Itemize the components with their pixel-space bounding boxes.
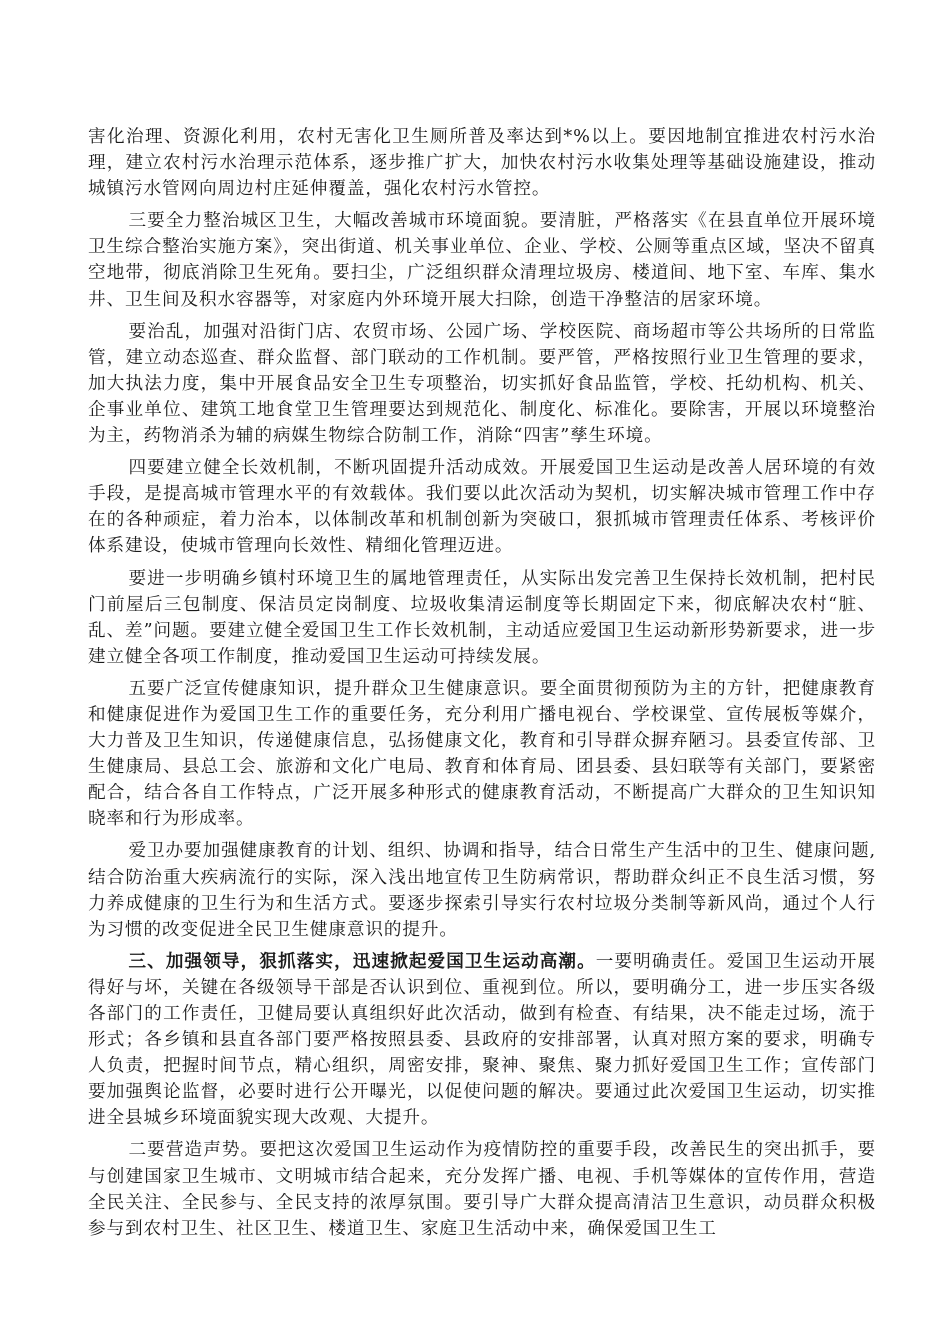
paragraph-3	[88, 455, 876, 559]
paragraph-text: 要治乱，加强对沿街门店、农贸市场、公园广场、学校医院、商场超市等公共场所的日常监管，建立动态巡查、群众监督、部门联动的工作机制。要严管，严格按照行业卫生管理的要求，加大执法力度，集中开展食品安全卫生专项整治，切实抓好食品监管，学校、托幼机构、机关、企事业单位、建筑工地食堂卫生管理要达到规范化、制度化、标准化。要除害，开展以环境整治为主，药物消杀为辅的病媒生物综合防制工作，消除“四害”孳生环境。	[88, 321, 876, 447]
paragraph-8	[88, 1137, 876, 1241]
paragraph-1	[88, 208, 876, 312]
paragraph-text: 一要明确责任。爱国卫生运动开展得好与坏，关键在各级领导干部是否认识到位、重视到位。所以，要明确分工，进一步压实各级各部门的工作责任，卫健局要认真组织好此次活动，做到有检查、有结果，决不能走过场，流于形式；各乡镇和县直各部门要严格按照县委、县政府的安排部署，认真对照方案的要求，明确专人负责，把握时间节点，精心组织，周密安排，聚神、聚焦、聚力抓好爱国卫生工作；宣传部门要加强舆论监督，必要时进行公开曝光，以促使问题的解决。要通过此次爱国卫生运动，切实推进全县城乡环境面貌实现大改观、大提升。	[88, 951, 876, 1129]
paragraph-text: 害化治理、资源化利用，农村无害化卫生厕所普及率达到*%以上。要因地制宜推进农村污水治理，建立农村污水治理示范体系，逐步推广扩大，加快农村污水收集处理等基础设施建设，推动城镇污水管网向周边村庄延伸覆盖，强化农村污水管控。	[88, 127, 876, 200]
paragraph-text: 要进一步明确乡镇村环境卫生的属地管理责任，从实际出发完善卫生保持长效机制，把村民门前屋后三包制度、保洁员定岗制度、垃圾收集清运制度等长期固定下来，彻底解决农村“脏、乱、差”问题。要建立健全爱国卫生工作长效机制，主动适应爱国卫生运动新形势新要求，进一步建立健全各项工作制度，推动爱国卫生运动可持续发展。	[88, 568, 876, 667]
paragraph-text: 爱卫办要加强健康教育的计划、组织、协调和指导，结合日常生产生活中的卫生、健康问题,结合防治重大疾病流行的实际，深入浅出地宣传卫生防病常识，帮助群众纠正不良生活习惯，努力养成健康的卫生行为和生活方式。要逐步探索引导实行农村垃圾分类制等新风尚，通过个人行为习惯的改变促进全民卫生健康意识的提升。	[88, 841, 876, 940]
document-body	[88, 124, 876, 1248]
paragraph-2	[88, 319, 876, 449]
paragraph-text: 五要广泛宣传健康知识，提升群众卫生健康意识。要全面贯彻预防为主的方针，把健康教育和健康促进作为爱国卫生工作的重要任务，充分利用广播电视台、学校课堂、宣传展板等媒介，大力普及卫生知识，传递健康信息，弘扬健康文化，教育和引导群众摒弃陋习。县委宣传部、卫生健康局、县总工会、旅游和文化广电局、教育和体育局、团县委、县妇联等有关部门，要紧密配合，结合各自工作特点，广泛开展多种形式的健康教育活动，不断提高广大群众的卫生知识知晓率和行为形成率。	[88, 678, 876, 830]
paragraph-text: 二要营造声势。要把这次爱国卫生运动作为疫情防控的重要手段，改善民生的突出抓手，要与创建国家卫生城市、文明城市结合起来，充分发挥广播、电视、手机等媒体的宣传作用，营造全民关注、全民参与、全民支持的浓厚氛围。要引导广大群众提高清洁卫生意识，动员群众积极参与到农村卫生、社区卫生、楼道卫生、家庭卫生活动中来，确保爱国卫生工	[88, 1140, 876, 1239]
paragraph-text: 四要建立健全长效机制，不断巩固提升活动成效。开展爱国卫生运动是改善人居环境的有效手段，是提高城市管理水平的有效载体。我们要以此次活动为契机，切实解决城市管理工作中存在的各种顽症，着力治本，以体制改革和机制创新为突破口，狠抓城市管理责任体系、考核评价体系建设，使城市管理向长效性、精细化管理迈进。	[88, 458, 876, 557]
paragraph-text: 三要全力整治城区卫生，大幅改善城市环境面貌。要清脏，严格落实《在县直单位开展环境卫生综合整治实施方案》，突出街道、机关事业单位、企业、学校、公厕等重点区域，坚决不留真空地带，彻底消除卫生死角。要扫尘，广泛组织群众清理垃圾房、楼道间、地下室、车库、集水井、卫生间及积水容器等，对家庭内外环境开展大扫除，创造干净整洁的居家环境。	[88, 211, 876, 310]
paragraph-5	[88, 676, 876, 833]
section-heading: 三、加强领导，狠抓落实，迅速掀起爱国卫生运动高潮。	[128, 950, 596, 972]
paragraph-4	[88, 566, 876, 670]
paragraph-7	[88, 949, 876, 1132]
paragraph-6	[88, 838, 876, 942]
paragraph-0	[88, 124, 876, 202]
